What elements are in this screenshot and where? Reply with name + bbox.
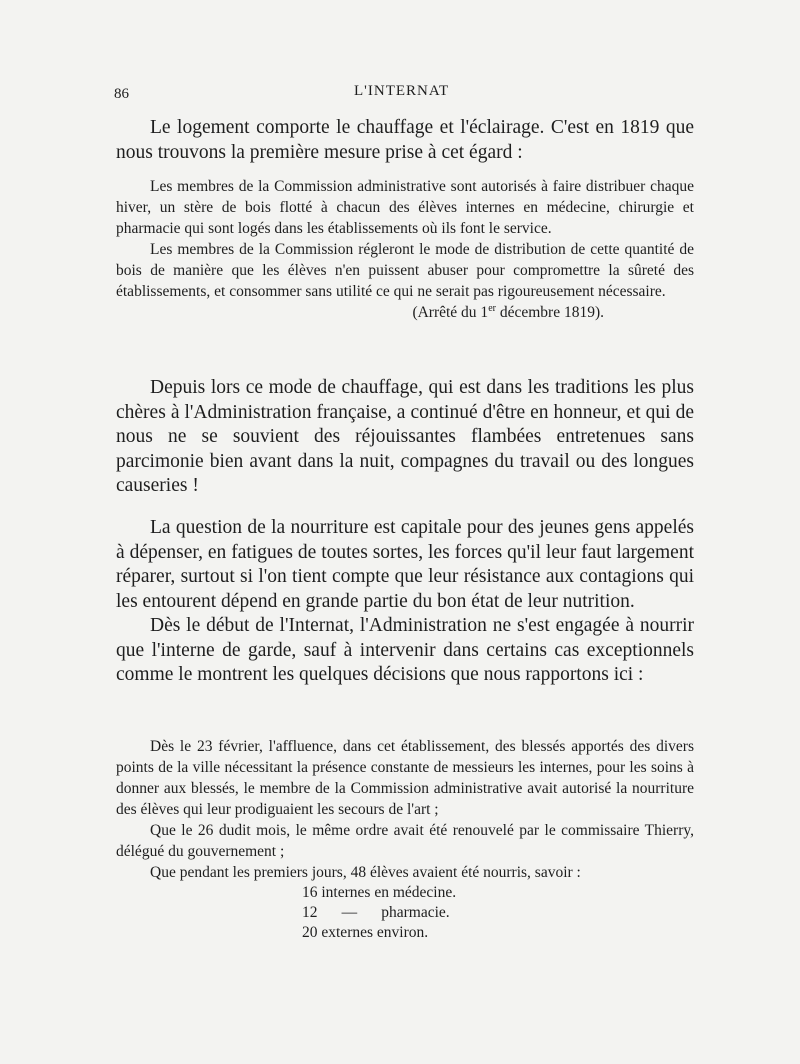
intro-paragraph: Le logement comporte le chauffage et l'éclairage. C'est en 1819 que nous trouvons la première mesure prise à cet égard : bbox=[116, 117, 694, 163]
page-header bbox=[114, 83, 694, 108]
paragraph-heating: Depuis lors ce mode de chauffage, qui est dans les traditions les plus chères à l'Administration française, a continué d'être en honneur, et qui de nous ne se souvient des réjouissantes flambées entretenues sans parcimonie bien avant dans la nuit, compagnes du travail ou des longues causeries ! bbox=[116, 377, 694, 496]
tally-label: pharmacie. bbox=[381, 904, 450, 921]
paragraph-3-block bbox=[116, 516, 694, 688]
tally-line bbox=[116, 903, 694, 923]
tally-line bbox=[116, 883, 694, 903]
citation-text-before: (Arrêté du 1 bbox=[412, 304, 489, 321]
page-number: 86 bbox=[114, 86, 129, 102]
tally-list bbox=[116, 883, 694, 943]
tally-label: internes en médecine. bbox=[321, 884, 457, 901]
decree-quote-1 bbox=[116, 176, 694, 323]
paragraph-administration: Dès le début de l'Internat, l'Administration ne s'est engagée à nourrir que l'interne de garde, sauf à intervenir dans certains cas exceptionnels comme le montrent les quelques décisions que nous rapportons ici : bbox=[116, 615, 694, 685]
decree-2-paragraph-2: Que le 26 dudit mois, le même ordre avait été renouvelé par le commissaire Thierry, délégué du gouvernement ; bbox=[116, 822, 694, 860]
decree-2-paragraph-1: Dès le 23 février, l'affluence, dans cet établissement, des blessés apportés des divers points de la ville nécessitant la présence constante de messieurs les internes, pour les soins à donner aux blessés, le membre de la Commission administrative avait autorisé la nourriture des élèves qui leur prodiguaient les secours de l'art ; bbox=[116, 738, 694, 818]
paragraph-food: La question de la nourriture est capitale pour des jeunes gens appelés à dépenser, en fatigues de toutes sortes, les forces qu'il leur faut largement réparer, surtout si l'on tient compte que leur résistance aux contagions qui les entourent dépend en grande partie du bon état de leur nutrition. bbox=[116, 517, 694, 612]
tally-count: 16 bbox=[302, 884, 318, 901]
running-head: L'INTERNAT bbox=[354, 83, 450, 99]
citation-superscript: er bbox=[488, 302, 496, 314]
tally-dash: — bbox=[341, 904, 358, 921]
decree-quote-2 bbox=[116, 736, 694, 943]
tally-label: externes environ. bbox=[321, 924, 429, 941]
paragraph-2-block bbox=[116, 376, 694, 499]
tally-count: 20 bbox=[302, 924, 318, 941]
tally-count: 12 bbox=[302, 904, 318, 921]
decree-1-citation bbox=[116, 302, 694, 323]
citation-text-after: décembre 1819). bbox=[495, 304, 604, 321]
decree-1-paragraph-1: Les membres de la Commission administrative sont autorisés à faire distribuer chaque hiver, un stère de bois flotté à chacun des élèves internes en médecine, chirurgie et pharmacie qui sont logés dans les établissements où ils font le service. bbox=[116, 178, 694, 237]
decree-1-paragraph-2: Les membres de la Commission régleront le mode de distribution de cette quantité de bois de manière que les élèves n'en puissent abuser pour compromettre la sûreté des établissements, et consommer sans utilité ce qui ne serait pas rigoureusement nécessaire. bbox=[116, 241, 694, 300]
decree-2-paragraph-3: Que pendant les premiers jours, 48 élèves avaient été nourris, savoir : bbox=[150, 864, 581, 881]
tally-line bbox=[116, 923, 694, 943]
intro-paragraph-block bbox=[116, 116, 694, 165]
